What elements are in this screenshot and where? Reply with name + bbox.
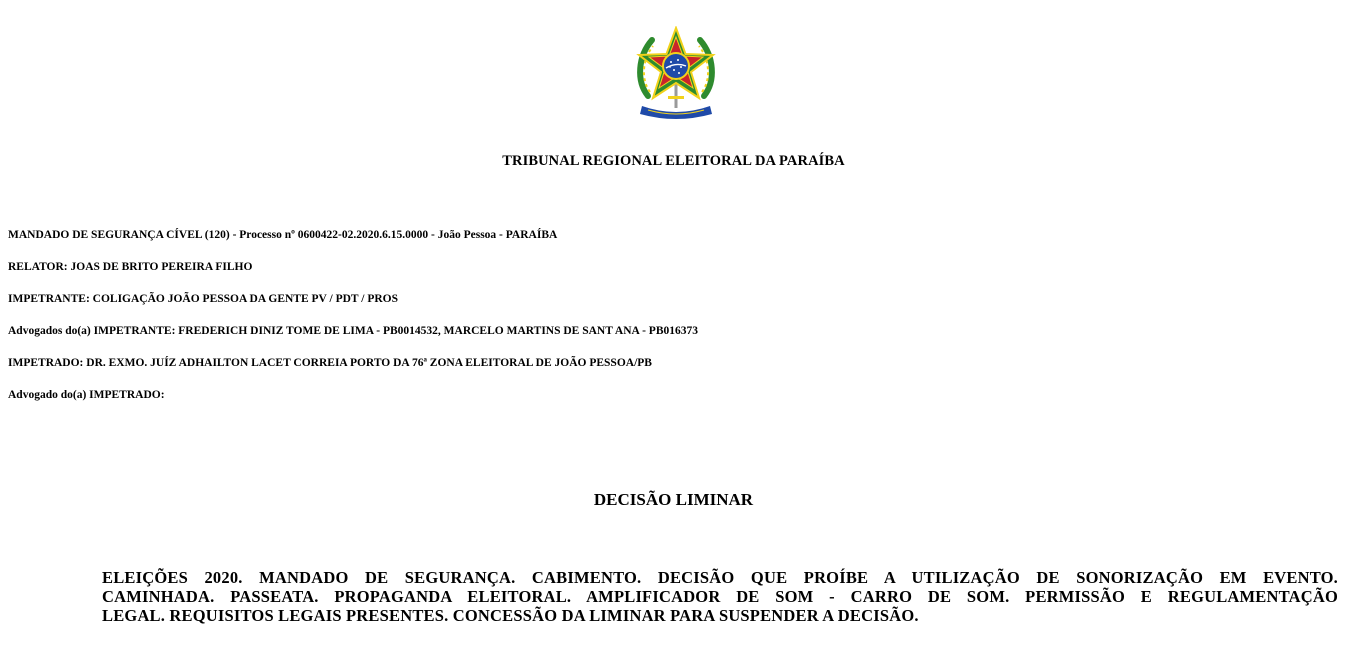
brazil-coat-of-arms-icon bbox=[634, 26, 718, 120]
impetrado-line: IMPETRADO: DR. EXMO. JUÍZ ADHAILTON LACET CORREIA PORTO DA 76ª ZONA ELEITORAL DE JOÃO PESSOA/PB bbox=[8, 357, 652, 369]
ementa-line: CAMINHADA. PASSEATA. PROPAGANDA ELEITORAL. AMPLIFICADOR DE SOM - CARRO DE SOM. PERMISSÃO E REGULAMENTAÇÃO bbox=[102, 587, 1338, 606]
ementa-line: ELEIÇÕES 2020. MANDADO DE SEGURANÇA. CABIMENTO. DECISÃO QUE PROÍBE A UTILIZAÇÃO DE SONORIZAÇÃO EM EVENTO. bbox=[102, 568, 1338, 587]
advogados-impetrante-line: Advogados do(a) IMPETRANTE: FREDERICH DINIZ TOME DE LIMA - PB0014532, MARCELO MARTINS DE SANT ANA - PB016373 bbox=[8, 325, 698, 337]
decision-title: DECISÃO LIMINAR bbox=[593, 490, 754, 509]
impetrante-line: IMPETRANTE: COLIGAÇÃO JOÃO PESSOA DA GENTE PV / PDT / PROS bbox=[8, 293, 398, 305]
case-class-line: MANDADO DE SEGURANÇA CÍVEL (120) - Processo nº 0600422-02.2020.6.15.0000 - João Pessoa - PARAÍBA bbox=[8, 229, 558, 241]
ementa-line: LEGAL. REQUISITOS LEGAIS PRESENTES. CONCESSÃO DA LIMINAR PARA SUSPENDER A DECISÃO. bbox=[102, 606, 919, 625]
advogado-impetrado-line: Advogado do(a) IMPETRADO: bbox=[8, 389, 165, 401]
ementa-paragraph bbox=[102, 568, 1338, 625]
court-title: TRIBUNAL REGIONAL ELEITORAL DA PARAÍBA bbox=[502, 153, 845, 169]
relator-line: RELATOR: JOAS DE BRITO PEREIRA FILHO bbox=[8, 261, 253, 273]
